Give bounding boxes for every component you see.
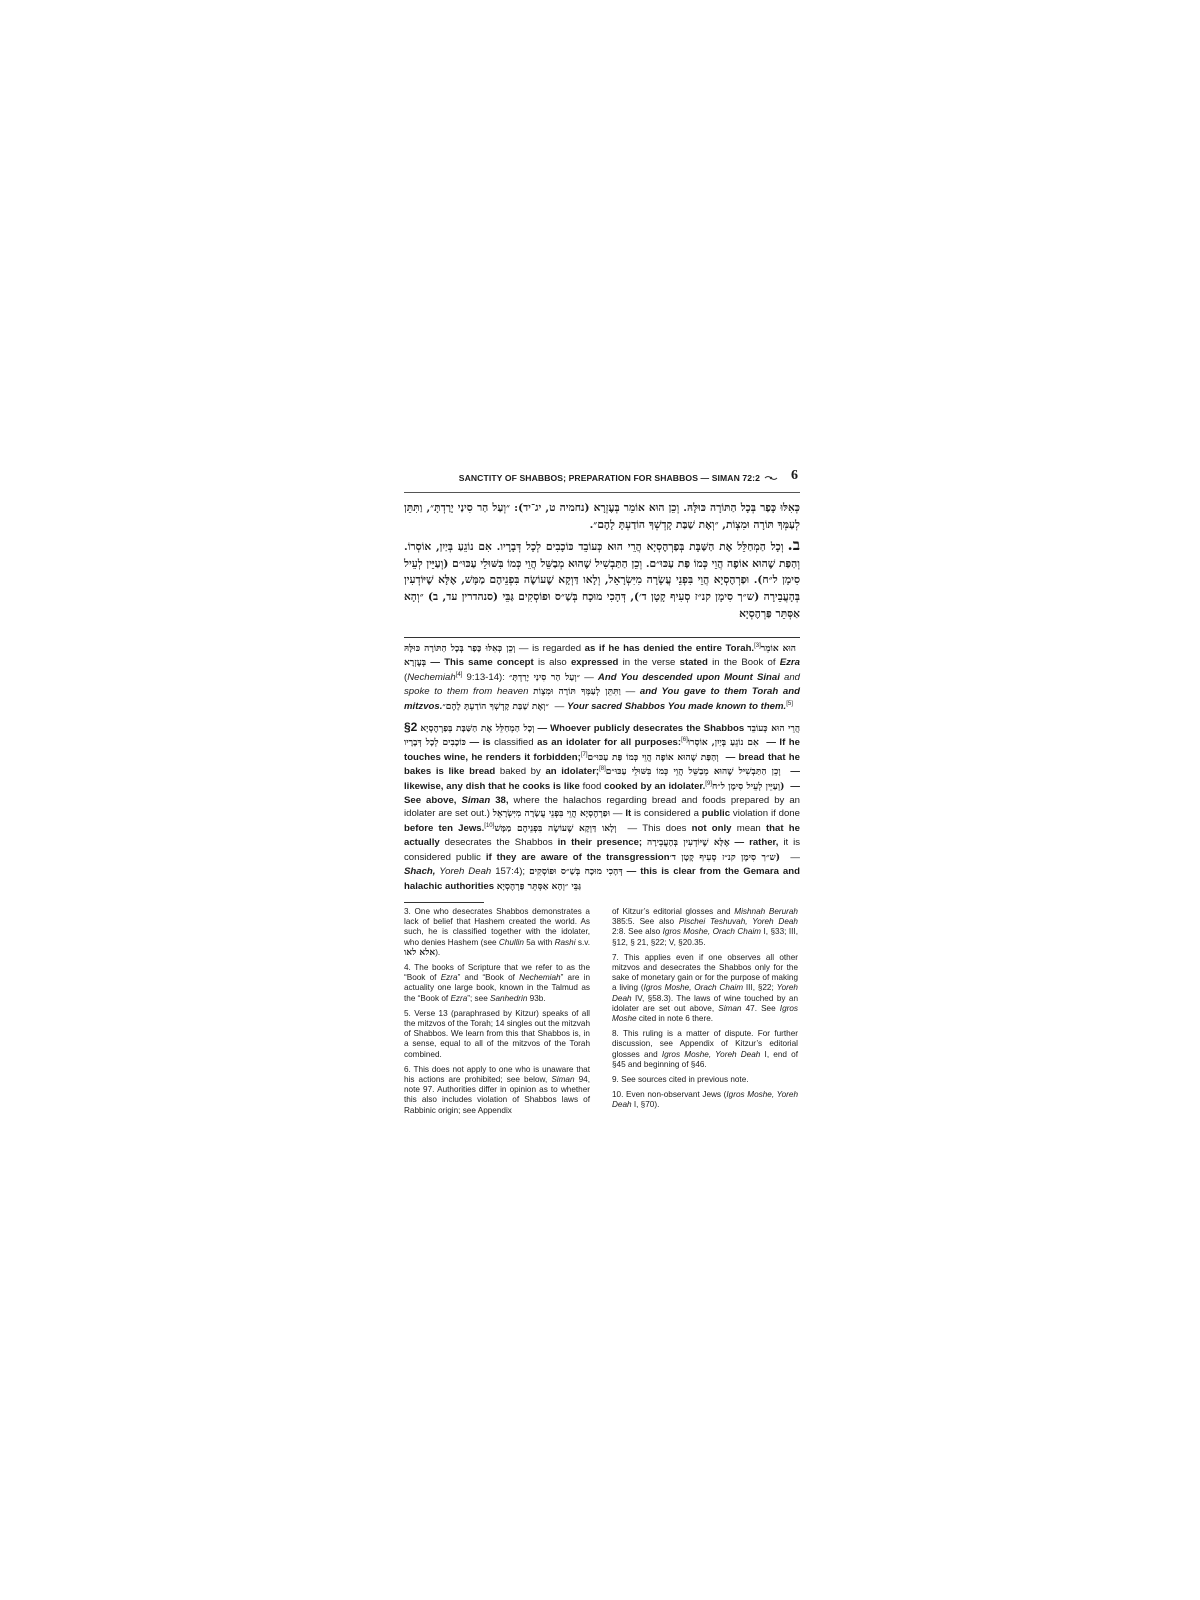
note-ref: [7] — [580, 751, 588, 758]
hebrew-phrase: דְּהָכִי מוּכָח בְּשַׁ״ס וּפוֹסְקִים — [529, 867, 623, 878]
bold-italic-run: And You descended upon Mount Sinai — [597, 671, 780, 683]
note-ref: [10] — [484, 822, 495, 829]
text-run: 4. The books of Scripture that we refer to as the “Book of — [404, 963, 590, 983]
text-run: ). — [435, 947, 441, 957]
text-run: ” are in actuality one large book, known in the Talmud as the “Book of — [404, 973, 591, 1003]
page-number: 6 — [791, 468, 798, 483]
hebrew-phrase: וְכֵן הַתַּבְשִׁיל שֶׁהוּא מְבַשֵּׁל הֲוֵי כְּמוֹ בִּשּׁוּלֵי עַכּוּ״ם — [605, 767, 786, 778]
text-run: it is considered public — [404, 837, 800, 863]
text-run: 3. One who desecrates Shabbos demonstrates a lack of belief that Hashem created the world. As such, he is classified together with the idolater, who denies Hashem (see — [404, 907, 590, 947]
bold-run: that he actually — [404, 822, 800, 849]
text-run: violation if done — [730, 808, 800, 820]
bold-run: stated — [679, 657, 708, 669]
text-run: s.v. — [575, 937, 590, 947]
text-run: of Kitzur’s editorial glosses and — [612, 907, 735, 916]
footnote — [612, 1029, 798, 1070]
text-run: in the verse — [618, 657, 680, 669]
bold-run: — Whoever publicly desecrates the Shabbos — [534, 723, 748, 735]
text-run: — — [785, 851, 800, 863]
section-divider — [404, 637, 800, 638]
text-run: 9. See sources cited in previous note. — [612, 1075, 749, 1085]
bold-run: as if he has denied the entire Torah. — [584, 643, 755, 654]
book-page — [404, 470, 800, 1130]
hebrew-phrase: ״וְעַל הַר סִינַי יָרַדְתָּ״ — [509, 672, 581, 683]
text-run: 94, note 97. Authorities differ in opinion as to whether this also includes violation of Shabbos laws of Rabbinic origin; see Appendix — [404, 1075, 590, 1115]
footnote — [612, 1075, 798, 1085]
italic-run: Nechemiah — [519, 973, 561, 983]
italic-run: Siman — [718, 1003, 742, 1013]
note-ref: [5] — [786, 700, 793, 707]
italic-run: Igros Moshe, Orach Chaim — [643, 983, 744, 993]
text-run: ( — [404, 671, 408, 683]
footnotes-left-column — [404, 907, 590, 1121]
footnote — [404, 907, 590, 958]
hebrew-paragraph-1: כְּאִלּוּ כָּפַר בְּכָל הַתּוֹרָה כּוּלָּהּ. וְכֵן הוּא אוֹמֵר בְּעֶזְרָא (נחמיה ט, יג־יד): ״וְעַל הַר סִינַי יָרַדְתָּ״, וַתִּתֵּן לְעַמְּךָ תּוֹרָה וּמִצְוֹת, ״וְאֶת שַׁבַּת קָדְשְׁךָ הוֹדַעְתָּ לָהֶם״. — [404, 502, 800, 531]
bold-run: not only — [691, 822, 732, 834]
hebrew-phrase: גַּבֵּי ״וְהָא אַסְּתֵּר פַּרְהֶסְיָא — [496, 881, 582, 892]
text-run: I, end of §45 and beginning of §46. — [612, 1049, 798, 1069]
running-head-title: SANCTITY OF SHABBOS; PREPARATION FOR SHABBOS — SIMAN 72:2 — [458, 473, 760, 483]
footnote — [612, 1090, 798, 1110]
text-run: 5. Verse 13 (paraphrased by Kitzur) speaks of all the mitzvos of the Torah; 14 singles out the mitzvah of Shabbos. We learn from this that Shabbos is, in a sense, equal to all of the mitzvos of the Torah combined. — [404, 1008, 590, 1059]
italic-run: and spoke to them from heaven — [404, 671, 800, 698]
text-run: ”; see — [467, 993, 491, 1003]
italic-run: Igros Moshe, Orach Chaim — [662, 927, 762, 937]
note-ref: [3] — [754, 642, 761, 649]
bold-run: 38, — [490, 795, 514, 807]
italic-run: Yoreh Deah — [612, 983, 798, 1003]
text-run: is also — [537, 657, 571, 669]
text-run: 8. This ruling is a matter of dispute. For further discussion, see Appendix of Kitzur’s editorial glosses and — [612, 1029, 798, 1059]
text-run: — This does — [622, 822, 692, 834]
text-run: 6. This does not apply to one who is unaware that his actions are prohibited; see below, — [404, 1064, 590, 1085]
italic-run: Pischei Teshuvah, Yoreh Deah — [678, 917, 798, 927]
text-run: 93b. — [527, 993, 546, 1003]
bold-italic-run: Shach, — [404, 866, 436, 878]
text-run: baked by — [499, 766, 546, 778]
italic-run: Igros Moshe — [612, 1003, 798, 1024]
text-run: 10. Even non-observant Jews ( — [612, 1090, 727, 1100]
italic-run: Igros Moshe, Yoreh Deah — [661, 1049, 761, 1059]
text-run: — is regarded — [515, 643, 585, 654]
translation — [404, 642, 800, 894]
hebrew-phrase: וּפַרְהֶסְיָא הֲוֵי בִּפְנֵי עֲשָׂרָה מִיִּשְׂרָאֵל — [492, 809, 610, 820]
hebrew-phrase: הֲרֵי הוּא כְּעוֹבֵד כּוֹכָבִים לְכָל דְּבָרָיו — [404, 724, 800, 749]
bold-run: — this is clear from the Gemara and halachic authorities — [404, 866, 800, 892]
bold-run: — This same concept — [426, 657, 538, 669]
note-ref: [9] — [705, 780, 712, 787]
text-run: desecrates the Shabbos — [444, 837, 558, 849]
translation-paragraph-1 — [404, 642, 800, 714]
bold-run: — is — [465, 737, 495, 749]
text-run: — — [610, 808, 626, 820]
hebrew-phrase: אלא לאו — [404, 947, 436, 958]
text-run: — — [552, 700, 567, 712]
hebrew-phrase: (ש״ך סִימָן קנ״ז סְעִיף קָטָן ד׳ — [669, 852, 786, 863]
hebrew-phrase: אִם נוֹגֵעַ בְּיַיִן, אוֹסְרוֹ — [687, 738, 763, 749]
note-ref: [8] — [599, 766, 606, 773]
footnote — [404, 1065, 590, 1116]
text-run: is considered a — [634, 808, 702, 820]
italic-run: Sanhedrin — [490, 993, 528, 1003]
text-run: — — [580, 671, 598, 683]
text-run: food — [582, 780, 605, 792]
bold-run: — bread that he bakes is like bread — [404, 751, 800, 778]
text-run: cited in note 6 there. — [636, 1014, 714, 1024]
hebrew-phrase: וְכָל הַמְחַלֵּל אֶת הַשַּׁבָּת בְּפַרְהֶסְיָא — [420, 724, 535, 735]
bold-run: in their presence; — [557, 837, 648, 849]
hebrew-phrase: וַתִּתֵּן לְעַמְּךָ תּוֹרָה וּמִצְוֹת — [533, 687, 621, 698]
text-run: 5a with — [523, 937, 555, 947]
seif-letter: ב. — [787, 536, 800, 555]
hebrew-paragraph-2-text: וְכָל הַמְחַלֵּל אֶת הַשַּׁבָּת בְּפַרְהֶסְיָא הֲרֵי הוּא כְּעוֹבֵד כּוֹכָבִים לְכָל דְּבָרָיו. אִם נוֹגֵעַ בְּיַיִן, אוֹסְרוֹ. וְהַפַּת שֶׁהוּא אוֹפֶה הֲוֵי כְּמוֹ פַּת עַכּוּ״ם. וְכֵן הַתַּבְשִׁיל שֶׁהוּא מְבַשֵּׁל הֲוֵי כְּמוֹ בִּשּׁוּלֵי עַכּוּ״ם (וְעַיֵּין לְעֵיל סִימָן ל״ח). וּפַרְהֶסְיָא הֲוֵי בִּפְנֵי עֲשָׂרָה מִיִּשְׂרָאֵל, וְלָאו דַּוְקָא שֶׁעוֹשֶׂה בִּפְנֵיהֶם מַמָּשׁ, אֶלָּא שֶׁיּוֹדְעִין בְּהָעֲבֵירָה (ש״ך סִימָן קנ״ז סְעִיף קָטָן ד׳), דְּהָכִי מוּכָח בְּשַׁ״ס וּפוֹסְקִים גַּבֵּי (סנהדרין עד, ב) ״וְהָא אַסְּתֵּר פַּרְהֶסְיָא — [404, 541, 800, 620]
text-run: IV, §58.3). The laws of wine touched by an idolater are set out above, — [612, 993, 798, 1013]
bold-italic-run: Siman — [461, 795, 491, 807]
bold-run: an idolater; — [545, 766, 600, 778]
bold-italic-run: Your sacred Shabbos You made known to them. — [566, 700, 787, 712]
text-run: 157:4); — [491, 866, 530, 878]
italic-run: Ezra — [450, 993, 468, 1003]
hebrew-phrase: (וְעַיֵּין לְעֵיל סִימָן ל״ח — [711, 781, 788, 792]
hebrew-phrase: אֶלָּא שֶׁיּוֹדְעִין בְּהָעֲבֵירָה — [647, 838, 730, 849]
hebrew-phrase: ״וְאֶת שַׁבַּת קָדְשְׁךָ הוֹדַעְתָּ לָהֶם״ — [442, 701, 552, 712]
italic-run: Chullin — [498, 937, 524, 947]
italic-run: Rashi — [554, 937, 576, 947]
italic-run: Yoreh Deah — [435, 866, 492, 878]
footnote — [612, 953, 798, 1024]
ornament-icon — [764, 474, 778, 484]
bold-run: if they are aware of the transgression — [485, 851, 670, 863]
footnote — [404, 1009, 590, 1060]
bold-italic-run: Ezra — [779, 657, 800, 669]
bold-run: — If he touches wine, he renders it forbidden; — [404, 737, 801, 763]
footnotes-right-column — [612, 907, 798, 1116]
footnote — [404, 963, 590, 1004]
text-run: 9:13-14): — [462, 671, 509, 683]
bold-run: — likewise, any dish that he cooks is like — [404, 766, 800, 792]
text-run: III, §22; — [743, 983, 777, 993]
bold-run: public — [701, 808, 731, 820]
footnote-divider — [404, 902, 484, 903]
text-run: in the Book of — [707, 657, 780, 669]
text-run: 47. See — [741, 1003, 780, 1013]
text-run: I, §70). — [631, 1100, 660, 1110]
text-run: mean — [731, 822, 766, 834]
text-run: ” and “Book of — [457, 973, 520, 983]
hebrew-phrase: וְכֵן כְּאִלּוּ כָּפַר בְּכָל הַתּוֹרָה כּוּלָּהּ — [404, 644, 516, 654]
italic-run: Siman — [551, 1075, 575, 1085]
text-run: 385:5. See also — [612, 917, 679, 927]
bold-run: It — [625, 808, 635, 820]
hebrew-phrase: הוּא אוֹמֵר בְּעֶזְרָא — [404, 644, 801, 669]
hebrew-phrase: וְלָאו דַּוְקָא שֶׁעוֹשֶׂה בִּפְנֵיהֶם מַמָּשׁ — [494, 823, 623, 834]
bold-run: expressed — [570, 657, 619, 669]
text-run: I, §33; III, §12, § 21, §22; V, §20.35. — [612, 927, 798, 947]
running-header — [404, 470, 800, 493]
section-mark: §2 — [404, 720, 418, 735]
bold-run: — rather, — [729, 837, 784, 849]
bold-run: cooked by an idolater. — [604, 780, 706, 792]
italic-run: Nechemiah — [407, 671, 456, 683]
bold-run: — See above, — [404, 780, 801, 807]
translation-paragraph-2 — [404, 721, 800, 894]
hebrew-main-text — [404, 500, 800, 622]
italic-run: Igros Moshe, Yoreh Deah — [612, 1090, 798, 1110]
footnote — [612, 907, 798, 948]
note-ref: [4] — [455, 671, 463, 678]
bold-run: as an idolater for all purposes: — [537, 737, 682, 749]
italic-run: Ezra — [440, 973, 458, 983]
text-run: where the halachos regarding bread and foods prepared by an idolater are set out.) — [404, 795, 801, 820]
note-ref: [6] — [681, 737, 688, 744]
hebrew-paragraph-2 — [404, 537, 800, 622]
text-run: classified — [494, 737, 538, 749]
text-run: 2:8. See also — [612, 927, 663, 937]
bold-run: before ten Jews. — [404, 822, 485, 834]
text-run: 7. This applies even if one observes all other mitzvos and desecrates the Shabbos only for the sake of monetary gain or for the purpose of making a living ( — [612, 952, 798, 993]
text-run: — — [620, 686, 640, 698]
bold-italic-run: and You gave to them Torah and mitzvos. — [404, 686, 800, 712]
italic-run: Mishnah Berurah — [734, 907, 798, 916]
hebrew-phrase: וְהַפַּת שֶׁהוּא אוֹפֶה הֲוֵי כְּמוֹ פַּת עַכּוּ״ם — [587, 752, 723, 763]
